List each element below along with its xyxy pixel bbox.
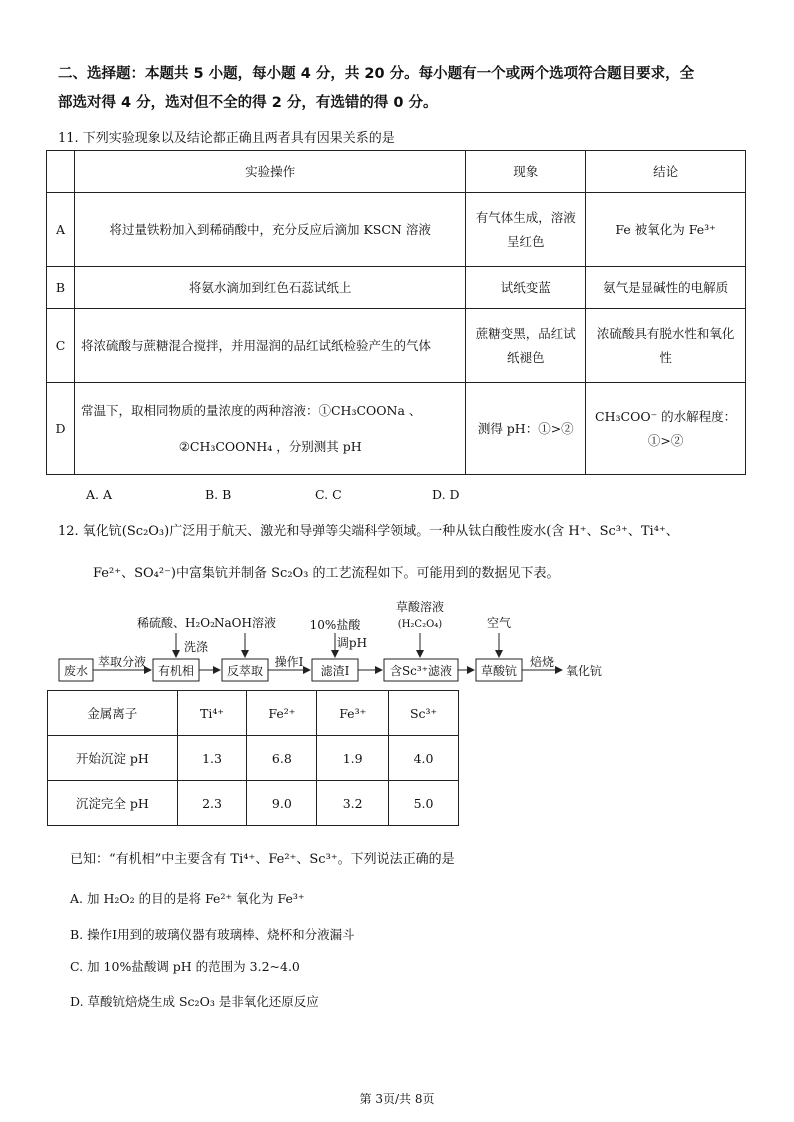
q11-row-concl: Fe 被氧化为 Fe³⁺	[586, 193, 746, 267]
q11-row-label: B	[47, 267, 75, 309]
q12-option-c[interactable]: C. 加 10%盐酸调 pH 的范围为 3.2~4.0	[70, 959, 300, 974]
q12-stem-line1: 12. 氧化钪(Sc₂O₃)广泛用于航天、激光和导弹等尖端科学领域。一种从钛白酸性废水(含 H⁺、Sc³⁺、Ti⁴⁺、	[58, 524, 679, 539]
q11-row-phen: 蔗糖变黑，品红试纸褪色	[466, 309, 586, 383]
q11-row-concl: CH₃COO⁻ 的水解程度：①>②	[586, 383, 746, 475]
section-header-line2: 部选对得 4 分，选对但不全的得 2 分，有选错的得 0 分。	[58, 95, 438, 111]
q12-table-header: 金属离子	[48, 691, 178, 736]
section-header-line1: 二、选择题：本题共 5 小题，每小题 4 分，共 20 分。每小题有一个或两个选项符合题目要求，全	[58, 66, 695, 82]
q12-ph-table	[47, 690, 459, 826]
table-cell: 1.9	[317, 736, 389, 781]
flow-box-label: 有机相	[157, 664, 195, 678]
q11-header-phen: 现象	[466, 151, 586, 193]
q11-row-op: 将氨水滴加到红色石蕊试纸上	[74, 267, 465, 309]
flow-box-label: 含Sc³⁺滤液	[389, 664, 453, 678]
q12-stem-line2: Fe²⁺、SO₄²⁻)中富集钪并制备 Sc₂O₃ 的工艺流程如下。可能用到的数据见下表。	[93, 566, 560, 581]
table-cell: 9.0	[247, 781, 317, 826]
q12-table-header-row	[48, 691, 459, 736]
q11-row-label: D	[47, 383, 75, 475]
q11-row-op-line2: ②CH₃COONH₄ ，分别测其 pH	[178, 438, 362, 454]
q11-row-op	[74, 383, 465, 475]
table-cell: 1.3	[177, 736, 247, 781]
table-cell: 4.0	[389, 736, 459, 781]
q11-row-phen: 测得 pH：①>②	[466, 383, 586, 475]
q11-row-op-line1: 常温下，取相同物质的量浓度的两种溶液：①CH₃COONa 、	[80, 402, 422, 418]
flow-arrow-label: 操作Ⅰ	[274, 655, 304, 669]
flow-box-label: 草酸钪	[480, 664, 518, 678]
q12-table-header: Fe³⁺	[317, 691, 389, 736]
q11-stem: 11. 下列实验现象以及结论都正确且两者具有因果关系的是	[58, 131, 395, 146]
q11-header-row	[47, 151, 746, 193]
q11-row-concl: 氨气是显碱性的电解质	[586, 267, 746, 309]
q11-option-d[interactable]: D. D	[432, 487, 460, 502]
q11-table	[46, 150, 746, 475]
q12-option-d[interactable]: D. 草酸钪焙烧生成 Sc₂O₃ 是非氧化还原反应	[70, 994, 319, 1009]
q12-option-b[interactable]: B. 操作Ⅰ用到的玻璃仪器有玻璃棒、烧杯和分液漏斗	[70, 927, 355, 942]
section-header	[58, 60, 748, 118]
page-footer: 第 3页/共 8页	[359, 1092, 435, 1106]
flow-reagent-label: (H₂C₂O₄)	[397, 619, 443, 630]
q11-header-label	[47, 151, 75, 193]
q12-flowchart	[0, 595, 794, 690]
flow-reagent-label: NaOH溶液	[214, 616, 276, 630]
q12-table-header: Sc³⁺	[389, 691, 459, 736]
table-cell: 5.0	[389, 781, 459, 826]
q11-row-phen: 有气体生成，溶液呈红色	[466, 193, 586, 267]
flow-reagent-label: 稀硫酸、H₂O₂	[137, 616, 215, 630]
flow-box-label: 反萃取	[226, 664, 264, 678]
table-row	[48, 736, 459, 781]
q12-known: 已知：“有机相”中主要含有 Ti⁴⁺、Fe²⁺、Sc³⁺。下列说法正确的是	[70, 852, 455, 867]
q11-row-label: C	[47, 309, 75, 383]
q11-row-c	[47, 309, 746, 383]
q11-row-op: 将过量铁粉加入到稀硝酸中，充分反应后滴加 KSCN 溶液	[74, 193, 465, 267]
q12-table-header: Fe²⁺	[247, 691, 317, 736]
q11-option-a[interactable]: A. A	[86, 487, 113, 502]
flow-final-label: 氧化钪	[565, 664, 603, 678]
flow-box-label: 废水	[63, 664, 89, 678]
table-cell: 沉淀完全 pH	[48, 781, 178, 826]
q11-row-phen: 试纸变蓝	[466, 267, 586, 309]
flow-arrow-label: 萃取分液	[97, 655, 147, 669]
q11-header-concl: 结论	[586, 151, 746, 193]
flow-reagent-label: 洗涤	[183, 640, 209, 654]
q11-header-op: 实验操作	[74, 151, 465, 193]
q11-row-d	[47, 383, 746, 475]
flow-reagent-label: 草酸溶液	[395, 600, 445, 614]
flow-arrow-label: 焙烧	[529, 655, 555, 669]
flow-reagent-label: 空气	[486, 616, 512, 630]
q12-table-header: Ti⁴⁺	[177, 691, 247, 736]
q12-option-a[interactable]: A. 加 H₂O₂ 的目的是将 Fe²⁺ 氧化为 Fe³⁺	[70, 891, 305, 906]
table-cell: 6.8	[247, 736, 317, 781]
q11-row-concl: 浓硫酸具有脱水性和氧化性	[586, 309, 746, 383]
table-cell: 开始沉淀 pH	[48, 736, 178, 781]
flow-reagent-label: 10%盐酸	[309, 618, 361, 632]
table-cell: 3.2	[317, 781, 389, 826]
flow-box-label: 滤渣Ⅰ	[320, 664, 350, 678]
q11-row-label: A	[47, 193, 75, 267]
q11-option-c[interactable]: C. C	[315, 487, 342, 502]
q11-option-b[interactable]: B. B	[205, 487, 232, 502]
q11-row-b	[47, 267, 746, 309]
q11-row-op: 将浓硫酸与蔗糖混合搅拌，并用湿润的品红试纸检验产生的气体	[74, 309, 465, 383]
flow-reagent-label: 调pH	[336, 636, 368, 650]
table-row	[48, 781, 459, 826]
q11-row-a	[47, 193, 746, 267]
table-cell: 2.3	[177, 781, 247, 826]
